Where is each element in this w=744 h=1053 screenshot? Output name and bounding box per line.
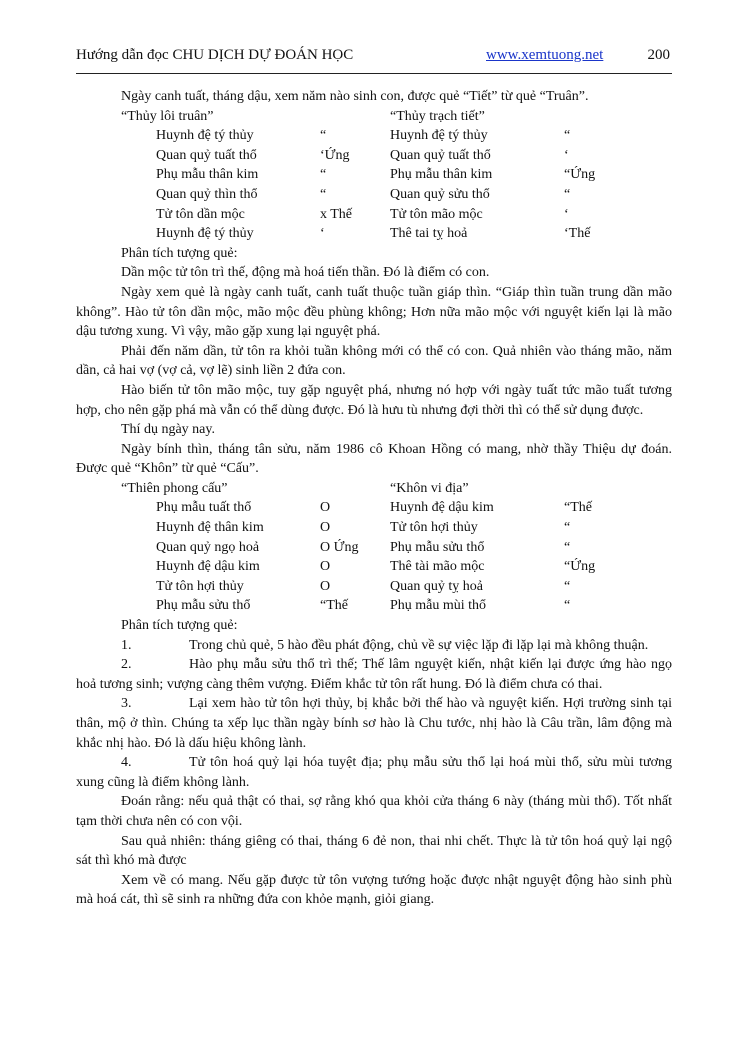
table2-left-title: “Thiên phong cấu” <box>121 480 228 496</box>
page-header <box>76 47 672 67</box>
table-cell: Tử tôn mão mộc <box>390 206 483 222</box>
table-cell: Huynh đệ tý thủy <box>156 128 254 144</box>
analysis1-label: Phân tích tượng quẻ: <box>121 245 238 261</box>
point-text: Trong chủ quẻ, 5 hào đều phát động, chủ về sự việc lặp đi lặp lại mà không thuận. <box>189 637 649 653</box>
table1-row <box>76 126 672 146</box>
table-cell: Quan quỷ tuất thổ <box>156 147 257 163</box>
paragraph-6: Sau quả nhiên: tháng giêng có thai, tháng 6 đẻ non, thai nhi chết. Thực là tử tôn hoá quỷ lại ngộ sát thì khó mà được <box>76 833 672 869</box>
table-cell: Tử tôn hợi thủy <box>390 520 478 536</box>
point-4 <box>76 753 672 792</box>
table-cell: Tử tôn dần mộc <box>156 206 245 222</box>
table-cell: O <box>320 520 331 536</box>
table1-title-row <box>76 107 672 127</box>
intro-paragraph: Ngày canh tuất, tháng dậu, xem năm nào sinh con, được quẻ “Tiết” từ quẻ “Truân”. <box>121 89 589 104</box>
point-text: Hào phụ mẫu sửu thổ trì thế; Thế lâm nguyệt kiến, nhật kiến lại được ứng hào ngọ hoả tương sinh; vượng càng thêm vượng. Điểm khắc tử tôn rất hung. Đó là điểm chưa có thai. <box>76 657 672 692</box>
point-number: 1. <box>121 637 132 653</box>
table1-row <box>76 185 672 205</box>
table-cell: O <box>320 559 331 575</box>
table-cell: “ <box>564 128 571 144</box>
table-cell: Quan quỷ tuất thổ <box>390 147 491 163</box>
hexagram-table-2 <box>76 479 672 616</box>
table-cell: Tử tôn hợi thủy <box>156 578 244 594</box>
table2-row <box>76 538 672 558</box>
point-2 <box>76 655 672 694</box>
table-cell: Phụ mẫu thân kim <box>156 167 259 183</box>
table-cell: Huynh đệ tý thủy <box>390 128 488 144</box>
table-cell: Huynh đệ thân kim <box>156 520 264 536</box>
table-cell: “Thế <box>320 598 348 614</box>
table-cell: Huynh đệ tý thủy <box>156 226 254 242</box>
paragraph-2: Phải đến năm dần, tử tôn ra khỏi tuần không mới có thể có con. Quả nhiên vào tháng mão, năm dần, cả hai vợ (vợ cả, vợ lẽ) sinh liền 2 đứa con. <box>76 343 672 379</box>
table2-right-title: “Khôn vi địa” <box>390 480 469 496</box>
table-cell: “ <box>564 598 571 614</box>
table2-row <box>76 577 672 597</box>
table-cell: ‘ <box>320 226 325 242</box>
table-cell: “ <box>564 578 571 594</box>
table1-row <box>76 165 672 185</box>
table-cell: x Thế <box>320 206 353 222</box>
point-number: 4. <box>121 755 132 771</box>
table2-row <box>76 596 672 616</box>
table-cell: ‘Ứng <box>320 147 350 163</box>
table-cell: Phụ mẫu mùi thổ <box>390 598 487 614</box>
table-cell: “Ứng <box>564 559 596 575</box>
paragraph-5: Đoán rằng: nếu quả thật có thai, sợ rằng khó qua khỏi cửa tháng 6 này (tháng mùi thổ). Tốt nhất tạm thời chưa nên có con vội. <box>76 794 672 829</box>
header-url-link[interactable]: www.xemtuong.net <box>486 47 604 63</box>
header-title: Hướng dẫn đọc CHU DỊCH DỰ ĐOÁN HỌC <box>76 47 354 63</box>
table-cell: ‘Thế <box>564 226 591 242</box>
table-cell: ‘ <box>564 147 569 163</box>
paragraph-7: Xem về có mang. Nếu gặp được tử tôn vượng tướng hoặc được nhật nguyệt động hào sinh phù mà hoá cát, thì sẽ sinh ra những đứa con khỏe mạnh, giỏi giang. <box>76 872 672 908</box>
table1-row <box>76 146 672 166</box>
paragraph-1: Ngày xem quẻ là ngày canh tuất, canh tuất thuộc tuần giáp thìn. “Giáp thìn tuần trung dần mão không”. Hào tử tôn dần mộc, mão mộc đều phùng không; Hơn nữa mão mộc với nguyệt kiến lại là mão dậu tương xung. Vì vậy, mão gặp xung lại nguyệt phá. <box>76 284 672 340</box>
page-number: 200 <box>647 47 670 63</box>
analysis2-label: Phân tích tượng quẻ: <box>121 618 238 634</box>
table-cell: “ <box>564 539 571 555</box>
point-3 <box>76 694 672 753</box>
table2-row <box>76 557 672 577</box>
table-cell: Quan quỷ ngọ hoả <box>156 539 260 555</box>
table2-row <box>76 518 672 538</box>
table-cell: “ <box>564 520 571 536</box>
table-cell: O <box>320 500 331 516</box>
table-cell: Huynh đệ dậu kim <box>156 559 260 575</box>
table-cell: Thê tài mão mộc <box>390 559 485 575</box>
table-cell: O <box>320 578 331 594</box>
point-text: Tử tôn hoá quỷ lại hóa tuyệt địa; phụ mẫu sửu thổ lại hoá mùi thổ, sửu mùi tương xung cũng là điểm không lành. <box>76 755 672 790</box>
analysis1-line: Dần mộc tử tôn trì thế, động mà hoá tiến thần. Đó là điểm có con. <box>121 265 490 281</box>
table-cell: “ <box>564 186 571 202</box>
point-number: 3. <box>121 696 132 712</box>
table-cell: Thê tai tỵ hoả <box>390 226 468 242</box>
table-cell: Quan quỷ sửu thổ <box>390 186 490 202</box>
table-cell: “Thế <box>564 500 592 516</box>
table1-left-title: “Thủy lôi truân” <box>121 108 214 124</box>
table-cell: O Ứng <box>320 539 359 555</box>
table-cell: Phụ mẫu sửu thổ <box>156 598 251 614</box>
hexagram-table-1 <box>76 107 672 244</box>
table-cell: Phụ mẫu thân kim <box>390 167 493 183</box>
table-cell: ‘ <box>564 206 569 222</box>
paragraph-4: Ngày bính thìn, tháng tân sửu, năm 1986 cô Khoan Hồng có mang, nhờ thầy Thiệu dự đoán. Được quẻ “Khôn” từ quẻ “Cấu”. <box>76 441 672 477</box>
point-text: Lại xem hào tử tôn hợi thủy, bị khắc bởi thế hào và nguyệt kiến. Hợi trường sinh tại thân, mộ ở thìn. Chúng ta xếp lục thần ngày bính sơ hào là Chu tước, nhị hào là Câu trần, lâm động mà khắc nhị hào. Đó là dấu hiệu không lành. <box>76 696 672 751</box>
table1-right-title: “Thủy trạch tiết” <box>390 108 485 124</box>
table-cell: Phụ mẫu sửu thổ <box>390 539 485 555</box>
paragraph-3: Hào biến tử tôn mão mộc, tuy gặp nguyệt phá, nhưng nó hợp với ngày tuất tức mão tuất tương hợp, cho nên gặp phá mà vẫn có thể dùng được. Đó là hưu tù nhưng đợi thời thì có thể sử dụng được. <box>76 382 672 418</box>
header-divider <box>76 73 672 74</box>
table-cell: “ <box>320 186 327 202</box>
table2-row <box>76 498 672 518</box>
table-cell: “ <box>320 128 327 144</box>
page-body <box>76 87 672 910</box>
point-number: 2. <box>121 657 132 673</box>
table1-row <box>76 224 672 244</box>
table-cell: Quan quỷ tỵ hoả <box>390 578 483 594</box>
table-cell: “Ứng <box>564 167 596 183</box>
example-label: Thí dụ ngày nay. <box>121 422 215 438</box>
table-cell: Huynh đệ dậu kim <box>390 500 494 516</box>
table1-row <box>76 205 672 225</box>
table2-title-row <box>76 479 672 499</box>
table-cell: “ <box>320 167 327 183</box>
table-cell: Phụ mẫu tuất thổ <box>156 500 252 516</box>
table-cell: Quan quỷ thìn thổ <box>156 186 258 202</box>
point-1 <box>76 636 672 656</box>
